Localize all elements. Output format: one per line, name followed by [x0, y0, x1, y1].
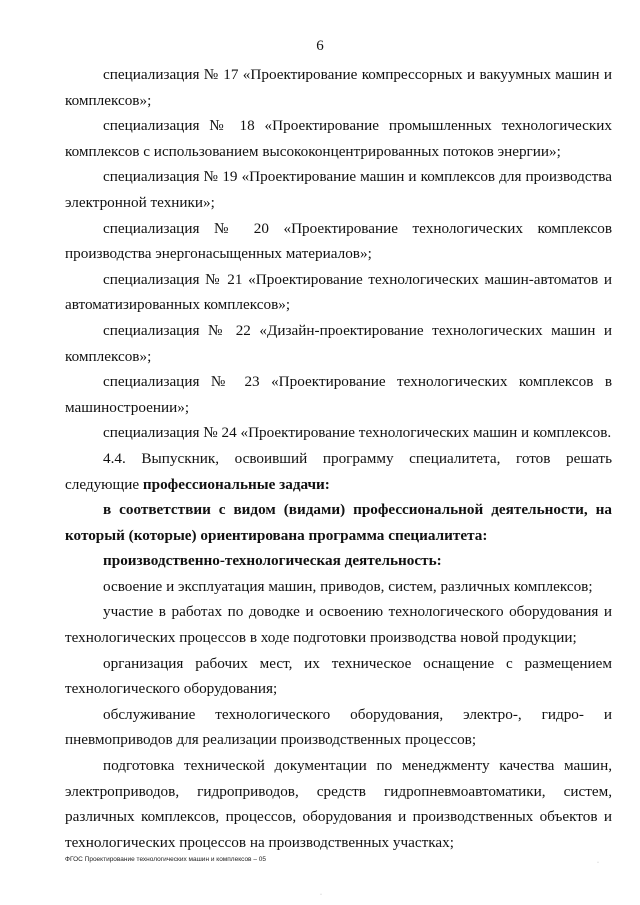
document-body: [65, 62, 612, 855]
task-5: подготовка технической документации по менеджменту качества машин, электроприводов, гидроприводов, средств гидропневмоавтоматики, систем, различных комплексов, процессов, оборудования и производственных объектов и технологических процессов на производственных участках;: [65, 757, 612, 851]
item-4-4-lead: 4.4. Выпускник, освоивший программу специалитета, готов решать следующие: [65, 449, 612, 493]
specialization-23: специализация № 23 «Проектирование технологических комплексов в машиностроении»;: [65, 373, 612, 416]
activity-type-heading: в соответствии с видом (видами) профессиональной деятельности, на который (которые) ориентирована программа специалитета:: [65, 501, 612, 544]
specialization-18: специализация № 18 «Проектирование промышленных технологических комплексов с использованием высококонцентрированных потоков энергии»;: [65, 117, 612, 160]
task-3: организация рабочих мест, их техническое оснащение с размещением технологического оборудования;: [65, 654, 612, 698]
item-4-4: [65, 446, 612, 497]
specialization-24: специализация № 24 «Проектирование технологических машин и комплексов.: [103, 424, 612, 442]
scan-speck: ·: [597, 860, 599, 866]
task-2: участие в работах по доводке и освоению технологического оборудования и технологических процессов в ходе подготовки производства новой продукции;: [65, 603, 612, 647]
task-4: обслуживание технологического оборудования, электро-, гидро- и пневмоприводов для реализации производственных процессов;: [65, 705, 612, 749]
scan-speck-bottom: ·: [320, 892, 322, 898]
specialization-22: специализация № 22 «Дизайн-проектирование технологических машин и комплексов»;: [65, 321, 612, 365]
page-footer: ФГОС Проектирование технологических машин и комплексов – 05: [65, 856, 266, 863]
production-activity-heading: производственно-технологическая деятельность:: [103, 552, 442, 570]
page-number: 6: [316, 38, 324, 54]
specialization-21: специализация № 21 «Проектирование технологических машин-автоматов и автоматизированных комплексов»;: [65, 270, 612, 314]
specialization-20: специализация № 20 «Проектирование технологических комплексов производства энергонасыщенных материалов»;: [65, 219, 612, 263]
task-1: освоение и эксплуатация машин, приводов, систем, различных комплексов;: [103, 577, 593, 595]
specialization-19: специализация № 19 «Проектирование машин и комплексов для производства электронной техники»;: [65, 168, 612, 211]
specialization-17: специализация № 17 «Проектирование компрессорных и вакуумных машин и комплексов»;: [65, 66, 612, 109]
item-4-4-bold: профессиональные задачи:: [142, 475, 330, 493]
